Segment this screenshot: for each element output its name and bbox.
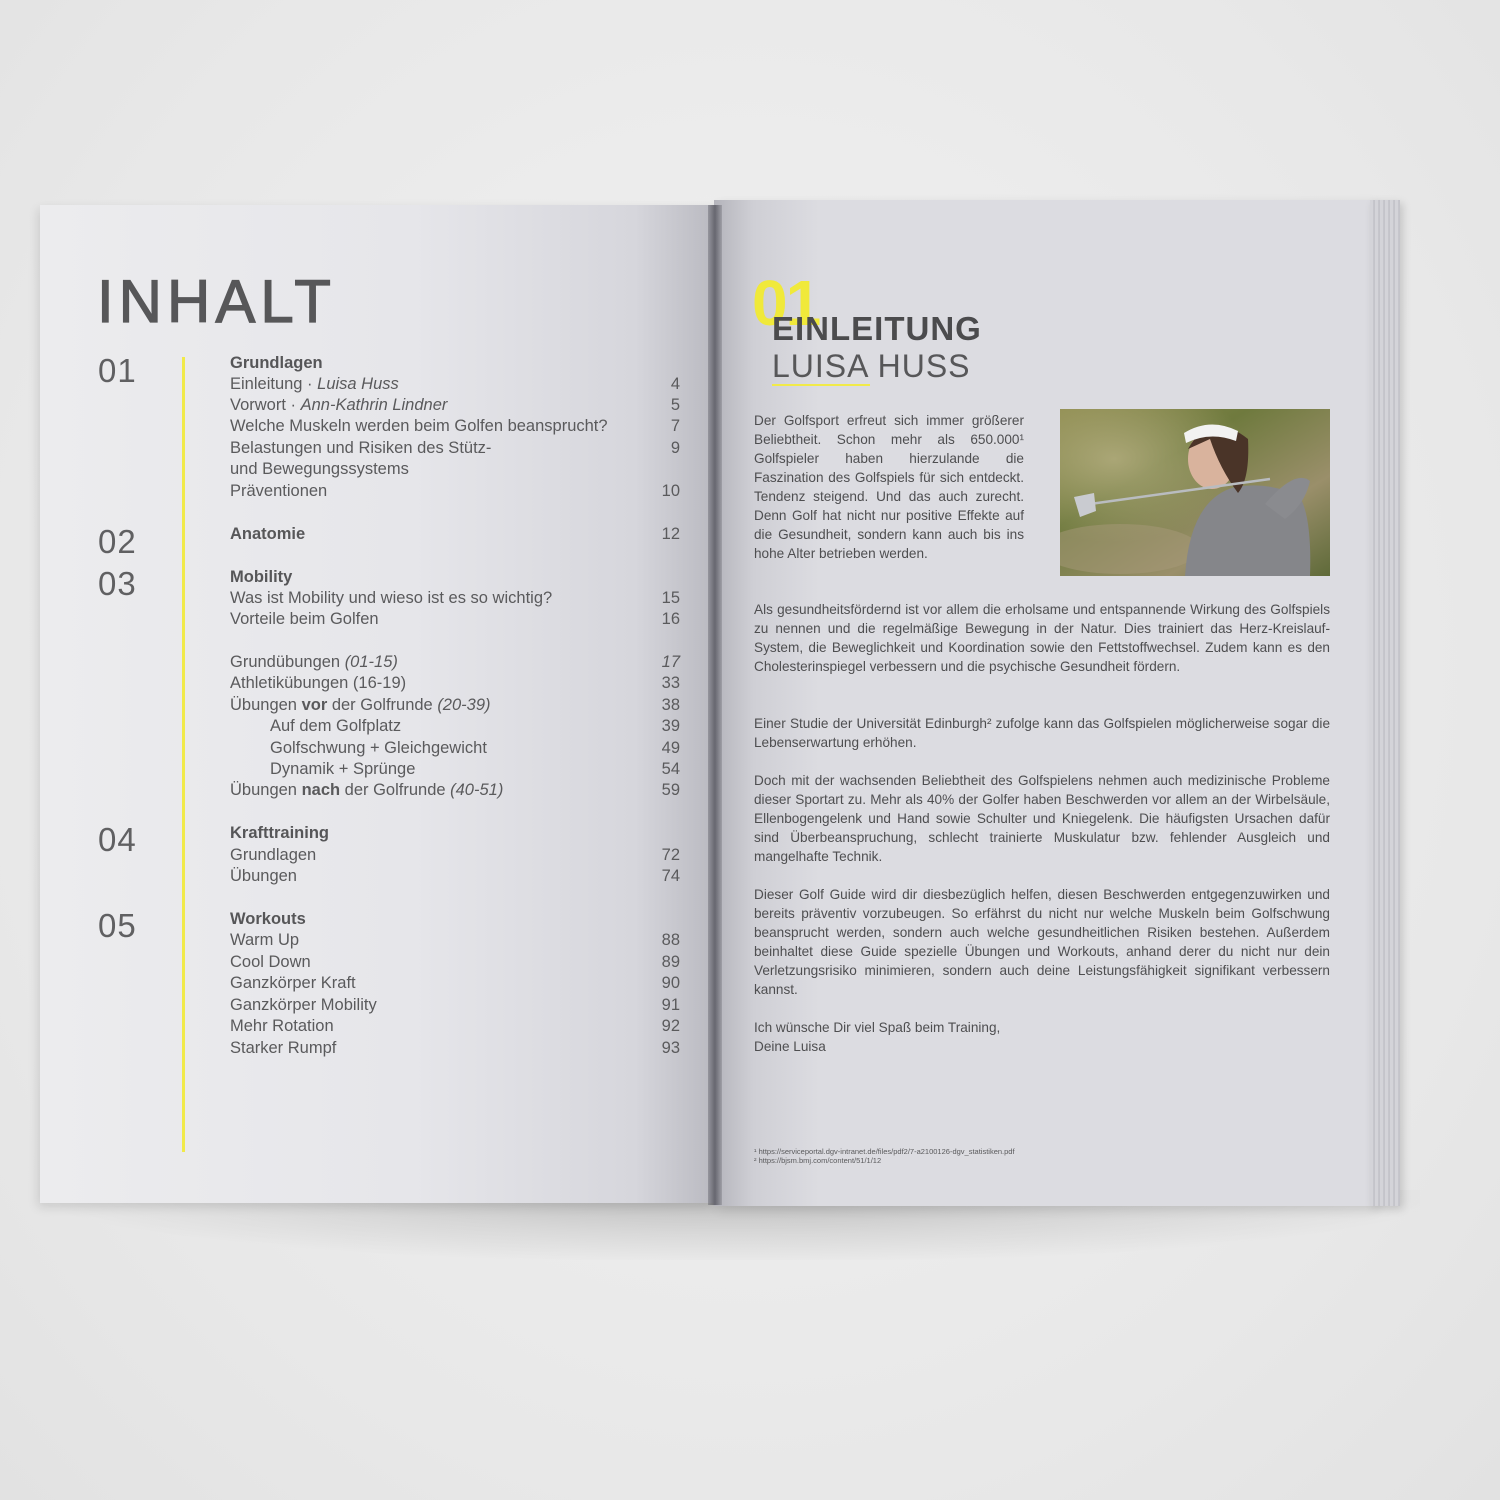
- toc-range: (40-51): [450, 781, 504, 799]
- toc-page-number: 54: [661, 760, 680, 778]
- toc-page-number: 39: [661, 717, 680, 735]
- toc-label: Mobility: [230, 568, 293, 586]
- closing-signature: Deine Luisa: [754, 1039, 826, 1054]
- toc-label: Krafttraining: [230, 824, 329, 842]
- toc-entry-starker-rumpf[interactable]: [230, 1038, 680, 1059]
- toc-entry-muskeln[interactable]: [230, 416, 680, 437]
- toc-page-number: 74: [661, 867, 680, 885]
- body-paragraph-4: Dieser Golf Guide wird dir diesbezüglich helfen, diesen Beschwerden entgegenzuwirken und bereits präventiv vorzubeugen. So erfährst du nicht nur welche Muskeln beim Golfschwung beansprucht werden, sondern auch welche gesundheitlichen Risiken bestehen. Außerdem beinhaltet diese Guide spezielle Übungen und Workouts, anhand derer du nicht nur dein Verletzungsrisiko minimieren, sondern auch deine Leistungsfähigkeit signifikant verbessern kannst.: [754, 887, 1330, 997]
- toc-label-text: Vorwort ·: [230, 396, 301, 414]
- toc-entry-warm-up[interactable]: [230, 930, 680, 951]
- body-paragraph-2: Einer Studie der Universität Edinburgh² zufolge kann das Golfspielen möglicherweise sogar die Lebenserwartung erhöhen.: [754, 716, 1330, 750]
- chapter-title: EINLEITUNG: [772, 310, 982, 347]
- toc-label: Workouts: [230, 910, 306, 928]
- toc-entry-vorwort[interactable]: [230, 395, 680, 416]
- toc-entry-athletik[interactable]: [230, 673, 680, 694]
- toc-label: Grundlagen: [230, 354, 323, 372]
- author-underline: [772, 384, 870, 386]
- toc-entry-cool-down[interactable]: [230, 952, 680, 973]
- chapter-number-05: 05: [98, 907, 137, 944]
- toc-entry-grunduebungen[interactable]: [230, 652, 680, 673]
- toc-label: [230, 374, 399, 395]
- toc-label: Auf dem Golfplatz: [270, 717, 402, 735]
- footnote-1[interactable]: ¹ https://serviceportal.dgv-intranet.de/files/pdf2/7-a2100126-dgv_statistiken.pdf: [754, 1147, 1015, 1156]
- left-page-toc: [40, 205, 716, 1203]
- toc-page-number: 15: [661, 589, 680, 607]
- right-page-introduction: [714, 200, 1374, 1206]
- toc-page-number: 17: [661, 653, 680, 671]
- toc-page-number: 72: [661, 846, 680, 864]
- toc-label: Belastungen und Risiken des Stütz-: [230, 439, 492, 457]
- toc-range: (20-39): [437, 696, 491, 714]
- toc-entry-uebungen-nach[interactable]: [230, 780, 680, 801]
- toc-entry-belastungen-cont[interactable]: [230, 459, 680, 480]
- toc-range: (01-15): [344, 653, 398, 671]
- toc-label-text: Grundübungen: [230, 653, 345, 671]
- toc-page-number: 89: [661, 953, 680, 971]
- page-edges: [1370, 200, 1400, 1206]
- toc-label-text: Übungen: [230, 781, 302, 799]
- chapter-number-04: 04: [98, 821, 137, 858]
- toc-label: Präventionen: [230, 482, 328, 500]
- toc-entry-uebungen-vor[interactable]: [230, 695, 680, 716]
- toc-page-number: 93: [661, 1039, 680, 1057]
- toc-label: [230, 395, 447, 416]
- toc-label: [230, 780, 503, 801]
- toc-label: Cool Down: [230, 953, 311, 971]
- toc-label: Warm Up: [230, 931, 300, 949]
- toc-label-text: Einleitung ·: [230, 375, 318, 393]
- toc-entry-ganzkoerper-mobility[interactable]: [230, 995, 680, 1016]
- toc-heading-anatomie[interactable]: [230, 524, 680, 545]
- toc-page-number: 91: [661, 996, 680, 1014]
- toc-entry-praeventionen[interactable]: [230, 481, 680, 502]
- chapter-number-02: 02: [98, 523, 137, 560]
- toc-title: INHALT: [97, 268, 336, 335]
- toc-page-number: 9: [670, 439, 680, 457]
- toc-heading-mobility[interactable]: [230, 567, 680, 588]
- toc-entry-kraft-uebungen[interactable]: [230, 866, 680, 887]
- toc-label: [230, 695, 491, 716]
- toc-label: Welche Muskeln werden beim Golfen beansprucht?: [230, 417, 608, 435]
- body-paragraph-3: Doch mit der wachsenden Beliebtheit des Golfspielens nehmen auch medizinische Probleme dieser Sportart zu. Mehr als 40% der Golfer haben Beschwerden vor allem an der Wirbelsäule, Ellenbogengelenk und Hand sowie Schulter und Kniegelenk. Die häufigsten Ursachen dafür sind Überbeanspruchung, schlecht trainierte Muskulatur bzw. fehlender Ausgleich und mangelhafte Technik.: [754, 773, 1330, 864]
- toc-author: Ann-Kathrin Lindner: [300, 396, 448, 414]
- toc-label-text: Übungen: [230, 696, 302, 714]
- book-gutter: [708, 205, 722, 1205]
- toc-label: Vorteile beim Golfen: [230, 610, 379, 628]
- toc-yellow-rule: [182, 357, 185, 1152]
- footnotes: [754, 1147, 1154, 1165]
- toc-author: Luisa Huss: [317, 375, 399, 393]
- toc-page-number: 88: [661, 931, 680, 949]
- toc-entry-belastungen[interactable]: [230, 438, 680, 459]
- toc-label: Übungen: [230, 867, 297, 885]
- toc-page-number: 33: [661, 674, 680, 692]
- chapter-author: LUISA HUSS: [772, 348, 971, 384]
- toc-label: Ganzkörper Mobility: [230, 996, 377, 1014]
- toc-label: Starker Rumpf: [230, 1039, 337, 1057]
- toc-heading-grundlagen[interactable]: [230, 353, 680, 374]
- toc-label: Was ist Mobility und wieso ist es so wichtig?: [230, 589, 553, 607]
- toc-entry-ganzkoerper-kraft[interactable]: [230, 973, 680, 994]
- toc-entry-dynamik[interactable]: [230, 759, 680, 780]
- toc-label: Mehr Rotation: [230, 1017, 334, 1035]
- toc-label: Dynamik + Sprünge: [270, 760, 416, 778]
- toc-label-emphasis: nach: [301, 781, 341, 799]
- toc-label: und Bewegungssystems: [230, 460, 409, 478]
- toc-label-text: der Golfrunde: [327, 696, 438, 714]
- toc-entry-mehr-rotation[interactable]: [230, 1016, 680, 1037]
- chapter-number-01: 01: [98, 352, 137, 389]
- toc-page-number: 92: [661, 1017, 680, 1035]
- toc-label: Grundlagen: [230, 846, 317, 864]
- chapter-number-03: 03: [98, 565, 137, 602]
- toc-heading-workouts[interactable]: [230, 909, 680, 930]
- toc-label: Athletikübungen (16-19): [230, 674, 407, 692]
- chapter-big-number: 01: [752, 267, 820, 339]
- toc-heading-krafttraining[interactable]: [230, 823, 680, 844]
- toc-entry-golfplatz[interactable]: [230, 716, 680, 737]
- toc-page-number: 90: [661, 974, 680, 992]
- toc-label: Anatomie: [230, 525, 306, 543]
- toc-entry-was-ist-mobility[interactable]: [230, 588, 680, 609]
- toc-entry-einleitung[interactable]: [230, 374, 680, 395]
- toc-page-number: 38: [661, 696, 680, 714]
- toc-page-number: 10: [661, 482, 680, 500]
- toc-entry-kraft-grundlagen[interactable]: [230, 845, 680, 866]
- body-paragraph-1: Als gesundheitsfördernd ist vor allem die erholsame und entspannende Wirkung des Golfspiels zu nennen und die regelmäßige Bewegung in der Natur. Dies trainiert das Herz-Kreislauf-System, die Beweglichkeit und Koordination sowie den Fettstoffwechsel. Zudem kann es den Cholesterinspiegel verbessern und die psychische Gesundheit fördern.: [754, 602, 1330, 674]
- toc-entry-vorteile[interactable]: [230, 609, 680, 630]
- intro-paragraph: Der Golfsport erfreut sich immer größerer Beliebtheit. Schon mehr als 650.000¹ Golfspieler haben hierzulande die Faszination des Golfspiels für sich entdeckt. Tendenz steigend. Und das auch zurecht. Denn Golf hat nicht nur positive Effekte auf die Gesundheit, sondern kann auch bis ins hohe Alter betrieben werden.: [754, 413, 1024, 561]
- toc-label: Ganzkörper Kraft: [230, 974, 356, 992]
- closing-line-1: Ich wünsche Dir viel Spaß beim Training,: [754, 1020, 1001, 1035]
- footnote-2[interactable]: ² https://bjsm.bmj.com/content/51/1/12: [754, 1156, 882, 1165]
- toc-label-emphasis: vor: [301, 696, 328, 714]
- toc-label: Golfschwung + Gleichgewicht: [270, 739, 487, 757]
- toc-entry-golfschwung[interactable]: [230, 738, 680, 759]
- toc-page-number: 12: [661, 525, 680, 543]
- toc-page-number: 4: [670, 375, 680, 393]
- toc-page-number: 7: [670, 417, 680, 435]
- toc-label-text: der Golfrunde: [340, 781, 451, 799]
- toc-label: [230, 652, 398, 673]
- toc-page-number: 49: [661, 739, 680, 757]
- golfer-photo: [1060, 409, 1330, 576]
- toc-page-number: 59: [661, 781, 680, 799]
- toc-page-number: 5: [670, 396, 680, 414]
- toc-page-number: 16: [661, 610, 680, 628]
